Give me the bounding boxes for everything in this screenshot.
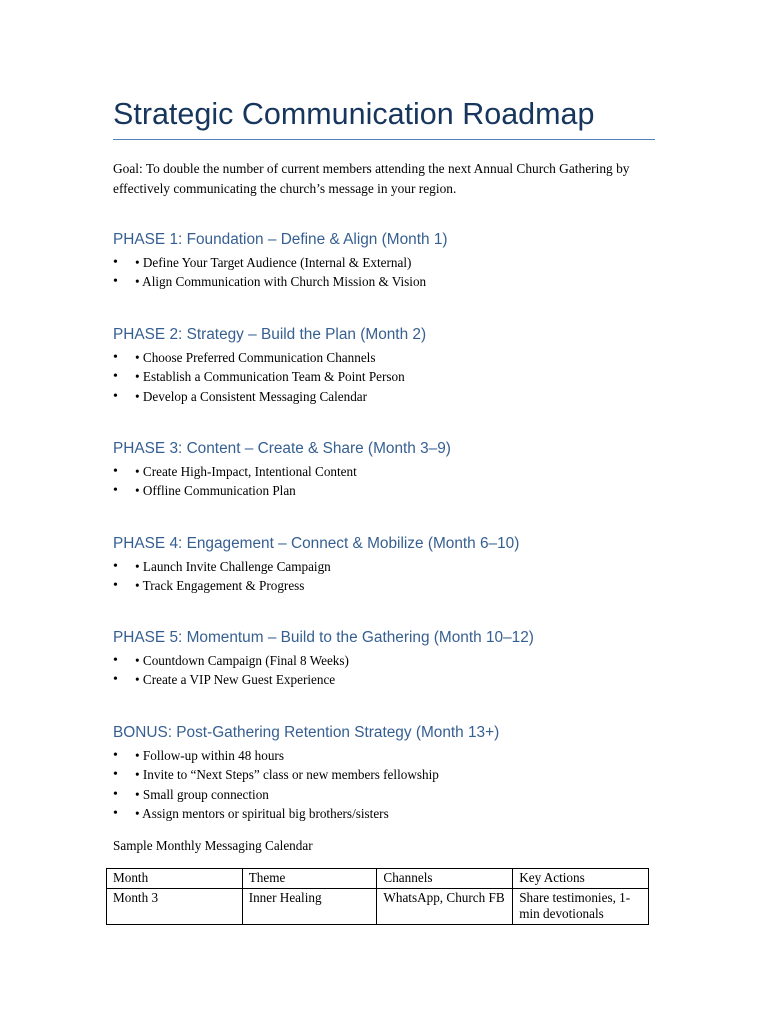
list-item: • • Create a VIP New Guest Experience (113, 670, 673, 689)
bullet-icon: • (113, 388, 118, 404)
phase-3-list (113, 462, 673, 501)
bullet-icon: • (113, 578, 118, 594)
bullet-icon: • (113, 350, 118, 365)
table-cell: Month 3 (107, 888, 243, 924)
bullet-icon: • (113, 748, 118, 763)
bullet-icon: • (113, 806, 118, 822)
bullet-icon: • (113, 274, 118, 290)
list-item: • • Establish a Communication Team & Point Person (113, 367, 673, 386)
phase-4-heading: PHASE 4: Engagement – Connect & Mobilize (Month 6–10) (113, 535, 520, 552)
phase-5-section (113, 628, 673, 690)
phase-1-heading: PHASE 1: Foundation – Define & Align (Month 1) (113, 231, 448, 248)
bullet-icon: • (113, 767, 118, 783)
phase-2-heading: PHASE 2: Strategy – Build the Plan (Month 2) (113, 326, 427, 343)
phase-1-section (113, 230, 673, 292)
bonus-list (113, 746, 673, 824)
phase-3-heading: PHASE 3: Content – Create & Share (Month 3–9) (113, 440, 451, 457)
table-header-cell: Key Actions (513, 869, 649, 889)
bullet-icon: • (113, 483, 118, 499)
phase-1-list (113, 253, 673, 292)
table-row (107, 888, 649, 924)
list-item: • • Choose Preferred Communication Channels (113, 348, 673, 367)
phase-3-section (113, 439, 673, 501)
list-item: • • Track Engagement & Progress (113, 576, 673, 595)
calendar-caption: Sample Monthly Messaging Calendar (113, 838, 313, 853)
phase-5-heading: PHASE 5: Momentum – Build to the Gathering (Month 10–12) (113, 629, 534, 646)
list-item: • • Small group connection (113, 785, 673, 804)
phase-2-list (113, 348, 673, 406)
bullet-icon: • (113, 369, 118, 385)
list-item: • • Create High-Impact, Intentional Content (113, 462, 673, 481)
bullet-icon: • (113, 786, 118, 802)
phase-4-section (113, 534, 673, 596)
table-cell: Share testimonies, 1-min devotionals (513, 888, 649, 924)
list-item: • • Launch Invite Challenge Campaign (113, 557, 673, 576)
list-item: • • Define Your Target Audience (Internal & External) (113, 253, 673, 272)
list-item: • • Invite to “Next Steps” class or new members fellowship (113, 765, 673, 784)
list-item: • • Assign mentors or spiritual big brothers/sisters (113, 804, 673, 823)
messaging-calendar-table (106, 868, 649, 925)
bonus-heading: BONUS: Post-Gathering Retention Strategy (Month 13+) (113, 724, 500, 741)
bullet-icon: • (113, 559, 118, 574)
table-header-cell: Channels (377, 869, 513, 889)
phase-5-list (113, 651, 673, 690)
title-underline (113, 139, 655, 140)
phase-4-list (113, 557, 673, 596)
document-title: Strategic Communication Roadmap (113, 97, 595, 131)
table-cell: WhatsApp, Church FB (377, 888, 513, 924)
list-item: • • Countdown Campaign (Final 8 Weeks) (113, 651, 673, 670)
bullet-icon: • (113, 653, 118, 668)
table-header-cell: Theme (242, 869, 377, 889)
bullet-icon: • (113, 672, 118, 688)
list-item: • • Align Communication with Church Mission & Vision (113, 272, 673, 291)
bullet-icon: • (113, 255, 118, 270)
table-cell: Inner Healing (242, 888, 377, 924)
bullet-icon: • (113, 464, 118, 479)
bonus-section (113, 723, 673, 824)
list-item: • • Develop a Consistent Messaging Calendar (113, 387, 673, 406)
table-header-row (107, 869, 649, 889)
phase-2-section (113, 325, 673, 406)
goal-paragraph: Goal: To double the number of current members attending the next Annual Church Gathering by effectively communicating the church’s message in your region. (113, 161, 630, 196)
list-item: • • Offline Communication Plan (113, 481, 673, 500)
list-item: • • Follow-up within 48 hours (113, 746, 673, 765)
table-header-cell: Month (107, 869, 243, 889)
